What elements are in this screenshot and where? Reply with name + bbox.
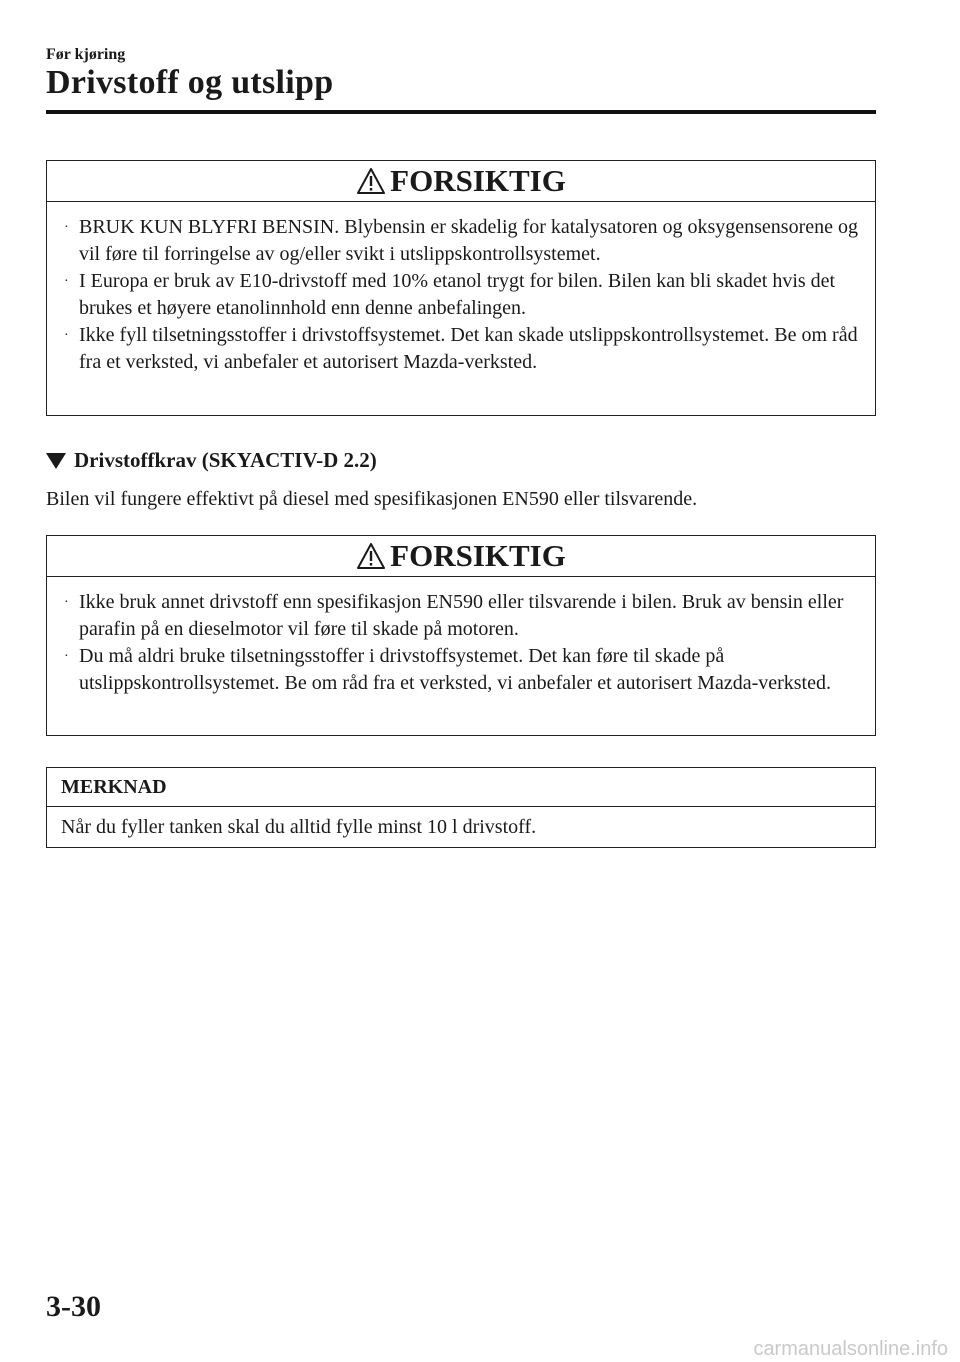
- caution-title: FORSIKTIG: [390, 163, 566, 198]
- section-label: Før kjøring: [46, 46, 126, 63]
- caution-header: [47, 161, 875, 202]
- note-text: Når du fyller tanken skal du alltid fylle minst 10 l drivstoff.: [61, 816, 537, 838]
- caution-box: [46, 535, 876, 736]
- warning-triangle-icon: [356, 167, 386, 195]
- caution-title: FORSIKTIG: [390, 538, 566, 573]
- warning-triangle-icon: [356, 542, 386, 570]
- caution-bullet: · BRUK KUN BLYFRI BENSIN. Blybensin er skadelig for katalysatoren og oksygensensorene og vil føre til forringelse av og/eller svikt i utslippskontrollsystemet.: [64, 216, 859, 265]
- caution-header: [47, 536, 875, 577]
- caution-body: [47, 577, 875, 709]
- caution-bullet: · Du må aldri bruke tilsetningsstoffer i drivstoffsystemet. Det kan føre til skade på utslippskontrollsystemet. Be om råd fra et verksted, vi anbefaler et autorisert Mazda-verksted.: [64, 645, 831, 694]
- caution-bullet: · Ikke fyll tilsetningsstoffer i drivstoffsystemet. Det kan skade utslippskontrollsystemet. Be om råd fra et verksted, vi anbefaler et autorisert Mazda-verksted.: [64, 324, 858, 373]
- body-paragraph: Bilen vil fungere effektivt på diesel med spesifikasjonen EN590 eller tilsvarende.: [46, 488, 698, 510]
- note-box: [46, 767, 876, 848]
- section-heading: Drivstoffkrav (SKYACTIV-D 2.2): [46, 448, 377, 473]
- triangle-down-icon: [46, 453, 66, 469]
- note-title: MERKNAD: [47, 768, 875, 807]
- watermark: carmanualsonline.info: [753, 1338, 948, 1360]
- caution-bullet: · Ikke bruk annet drivstoff enn spesifikasjon EN590 eller tilsvarende i bilen. Bruk av bensin eller parafin på en dieselmotor vil føre til skade på motoren.: [64, 591, 844, 640]
- caution-body: [47, 202, 875, 388]
- page-number: 3-30: [46, 1290, 101, 1323]
- caution-bullet: · I Europa er bruk av E10-drivstoff med 10% etanol trygt for bilen. Bilen kan bli skadet hvis det brukes et høyere etanolinnhold enn denne anbefalingen.: [64, 270, 836, 319]
- header-divider: [46, 110, 876, 114]
- caution-box: [46, 160, 876, 416]
- page-title: Drivstoff og utslipp: [46, 64, 334, 101]
